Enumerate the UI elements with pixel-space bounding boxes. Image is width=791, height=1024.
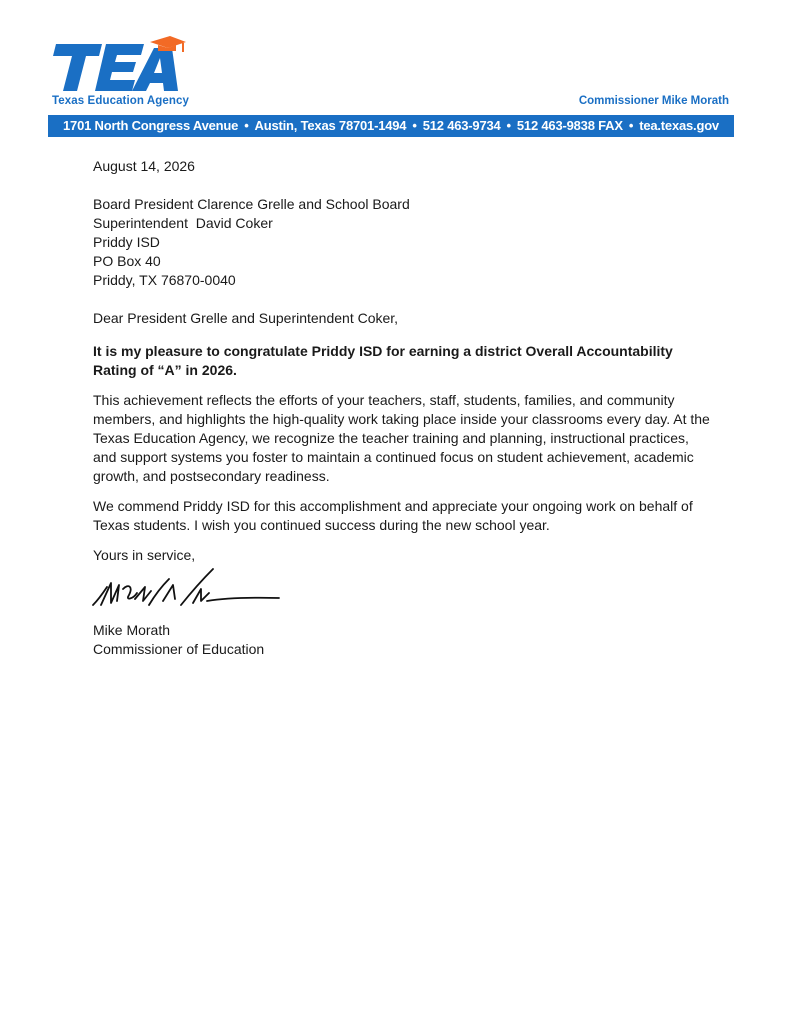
separator: • bbox=[506, 118, 511, 133]
fax-number: 512 463-9838 FAX bbox=[516, 118, 623, 133]
recipient-line: Priddy ISD bbox=[93, 234, 160, 250]
recipient-line: PO Box 40 bbox=[93, 253, 161, 269]
agency-name: Texas Education Agency bbox=[52, 95, 190, 107]
commissioner-name: Commissioner Mike Morath bbox=[578, 95, 729, 107]
signer-title: Commissioner of Education bbox=[93, 641, 265, 657]
letter-body bbox=[93, 157, 713, 659]
recipient-line: Superintendent David Coker bbox=[93, 215, 273, 231]
tea-logo-icon bbox=[50, 36, 190, 98]
body-paragraph: This achievement reflects the efforts of your teachers, staff, students, families, and community members, and highlights the high-quality work taking place inside your classrooms every day. At the Texas Education Agency, we recognize the teacher training and planning, instructional practices, and support systems you foster to maintain a continued focus on student achievement, academic growth, and postsecondary readiness. bbox=[93, 392, 710, 484]
recipient-address bbox=[93, 195, 713, 290]
lead-paragraph: It is my pleasure to congratulate Priddy ISD for earning a district Overall Accountability Rating of “A” in 2026. bbox=[93, 343, 673, 378]
closing: Yours in service, bbox=[93, 547, 196, 563]
body-paragraph: We commend Priddy ISD for this accomplishment and appreciate your ongoing work on behalf of Texas students. I wish you continued success during the new school year. bbox=[93, 498, 693, 533]
phone-number: 512 463-9734 bbox=[422, 118, 501, 133]
city-address: Austin, Texas 78701-1494 bbox=[254, 118, 407, 133]
recipient-line: Board President Clarence Grelle and School Board bbox=[93, 196, 410, 212]
separator: • bbox=[628, 118, 634, 133]
separator: • bbox=[244, 118, 249, 133]
signer-name: Mike Morath bbox=[93, 622, 171, 638]
street-address: 1701 North Congress Avenue bbox=[63, 118, 239, 133]
address-bar bbox=[48, 115, 734, 137]
signer-block bbox=[93, 621, 713, 659]
salutation: Dear President Grelle and Superintendent Coker, bbox=[93, 310, 399, 326]
separator: • bbox=[412, 118, 417, 133]
website-link[interactable]: tea.texas.gov bbox=[639, 118, 719, 133]
recipient-line: Priddy, TX 76870-0040 bbox=[93, 272, 236, 288]
letter-date: August 14, 2026 bbox=[93, 158, 195, 174]
signature-icon bbox=[89, 565, 289, 615]
